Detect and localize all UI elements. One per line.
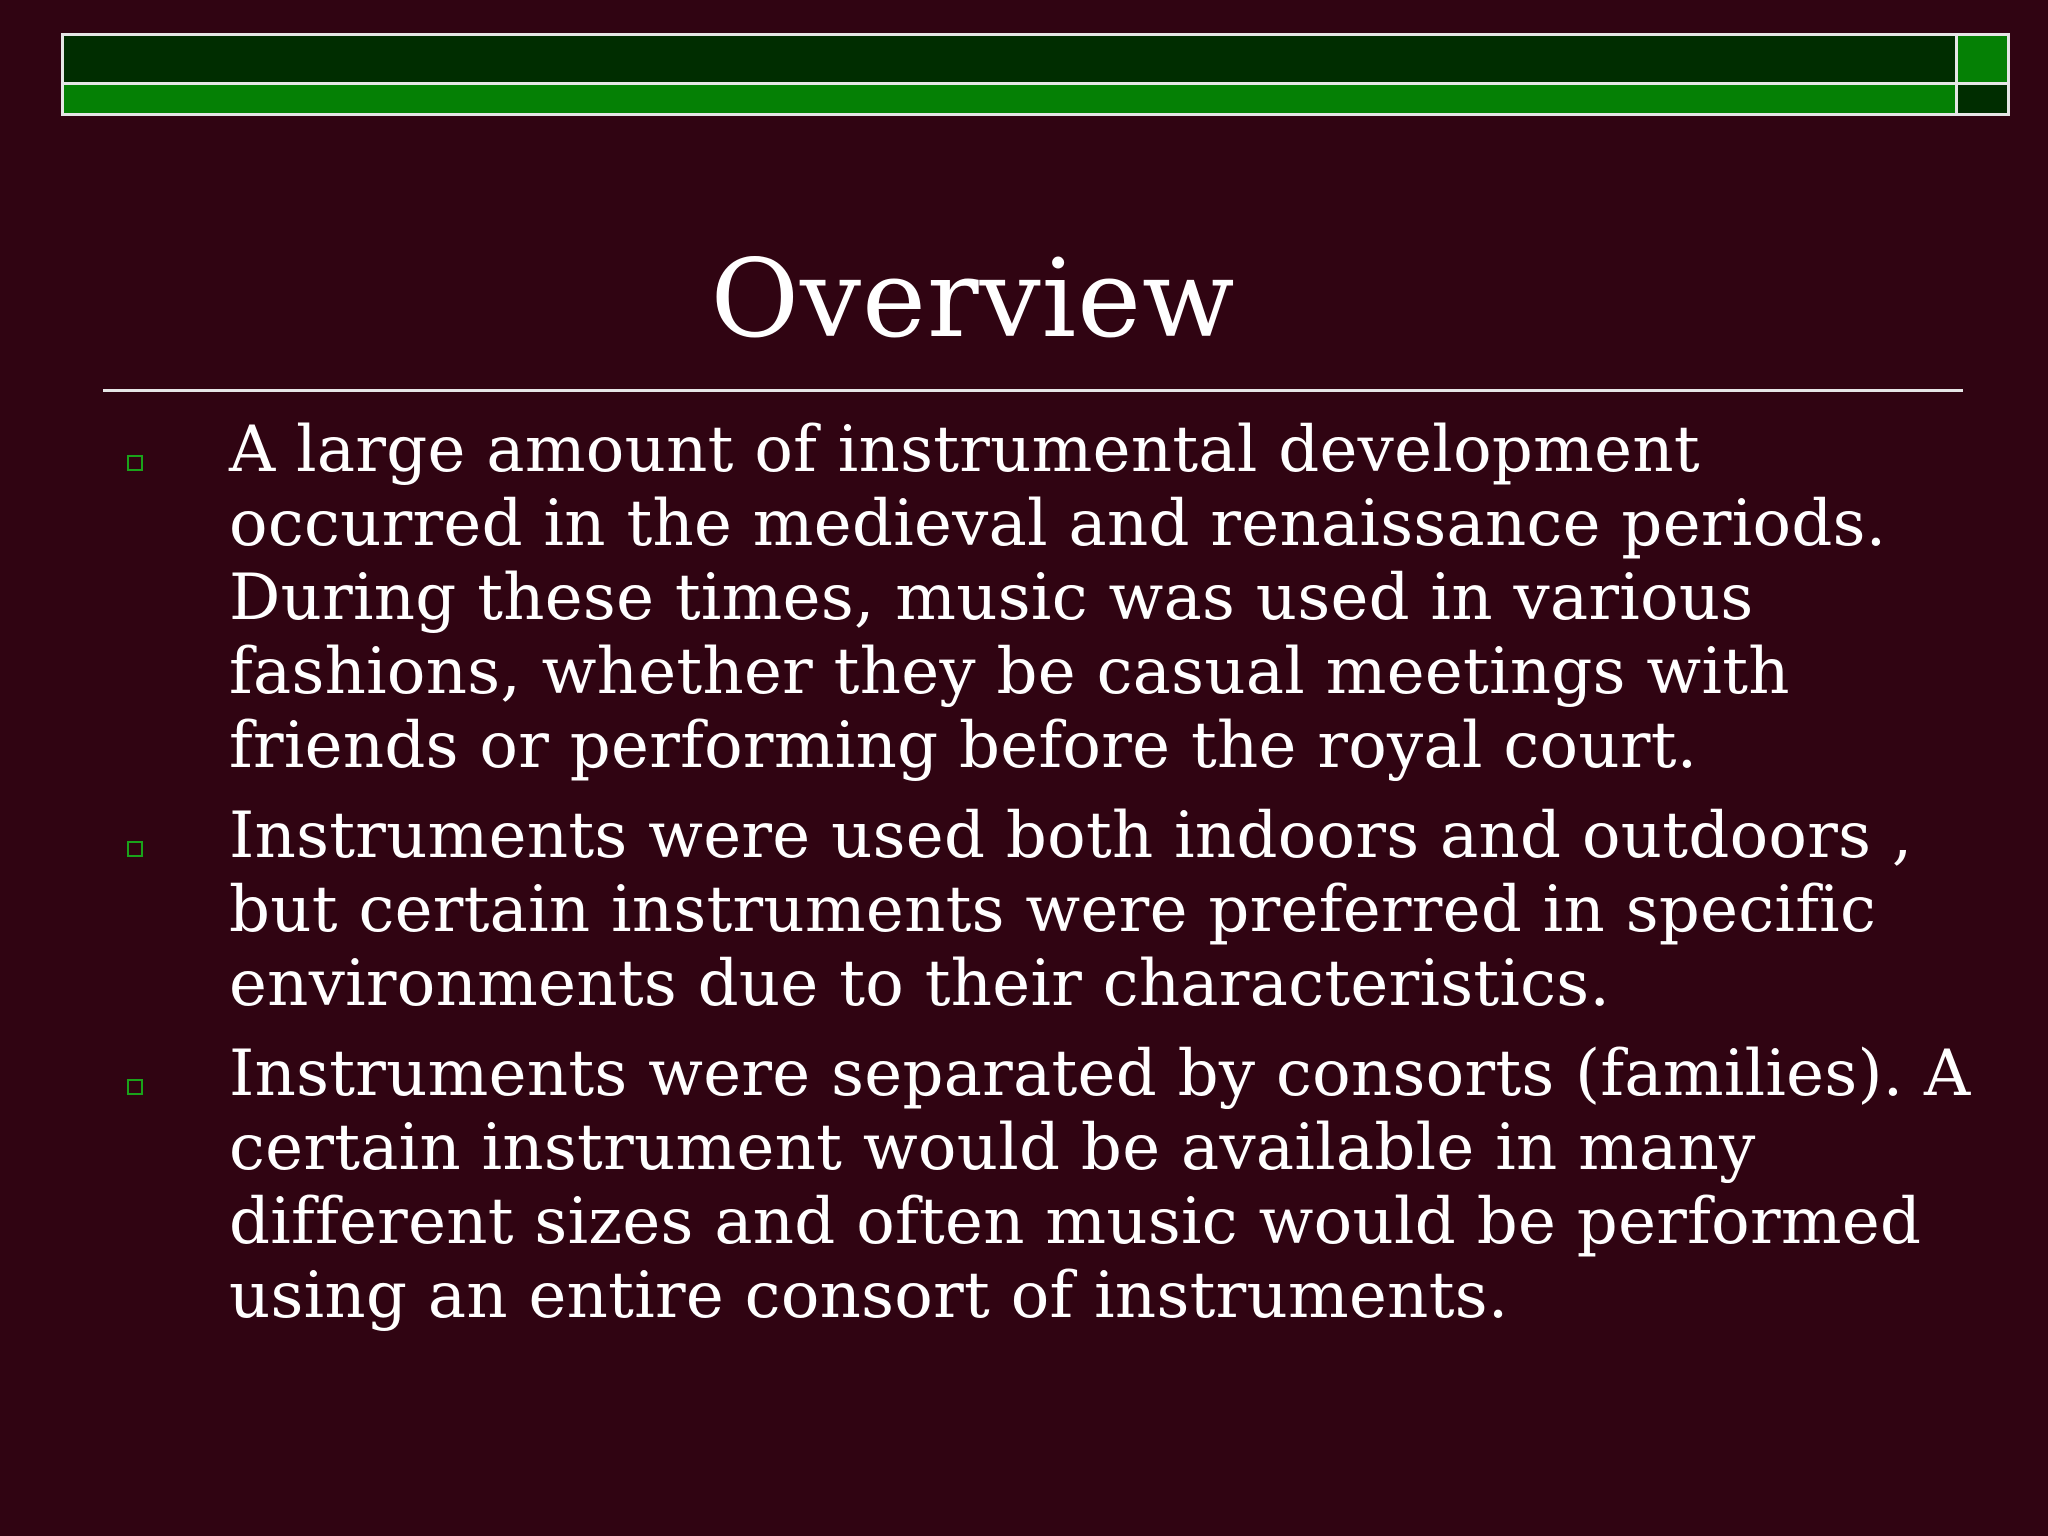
square-bullet-icon (127, 841, 143, 857)
bullet-item (0, 413, 2048, 783)
header-corner-dark (1958, 85, 2007, 113)
header-bar-dark (64, 36, 1958, 85)
square-bullet-icon (127, 1079, 143, 1095)
bullet-item (0, 1037, 2048, 1333)
title-divider (103, 389, 1963, 392)
bullet-list (0, 413, 2048, 1349)
bullet-item (0, 799, 2048, 1021)
bullet-text: Instruments were used both indoors and outdoors , but certain instruments were preferred in specific environments due to their characteristics. (229, 799, 1913, 1021)
bullet-text: Instruments were separated by consorts (families). A certain instrument would be available in many different sizes and often music would be performed using an entire consort of instruments. (229, 1037, 1971, 1333)
slide-title: Overview (710, 237, 1236, 362)
header-decoration-bars (61, 33, 2010, 116)
bullet-text: A large amount of instrumental development occurred in the medieval and renaissance periods. During these times, music was used in various fashions, whether they be casual meetings with friends or performing before the royal court. (229, 413, 1887, 783)
square-bullet-icon (127, 455, 143, 471)
header-bar-bright (64, 85, 1958, 113)
header-corner-bright (1958, 36, 2007, 85)
